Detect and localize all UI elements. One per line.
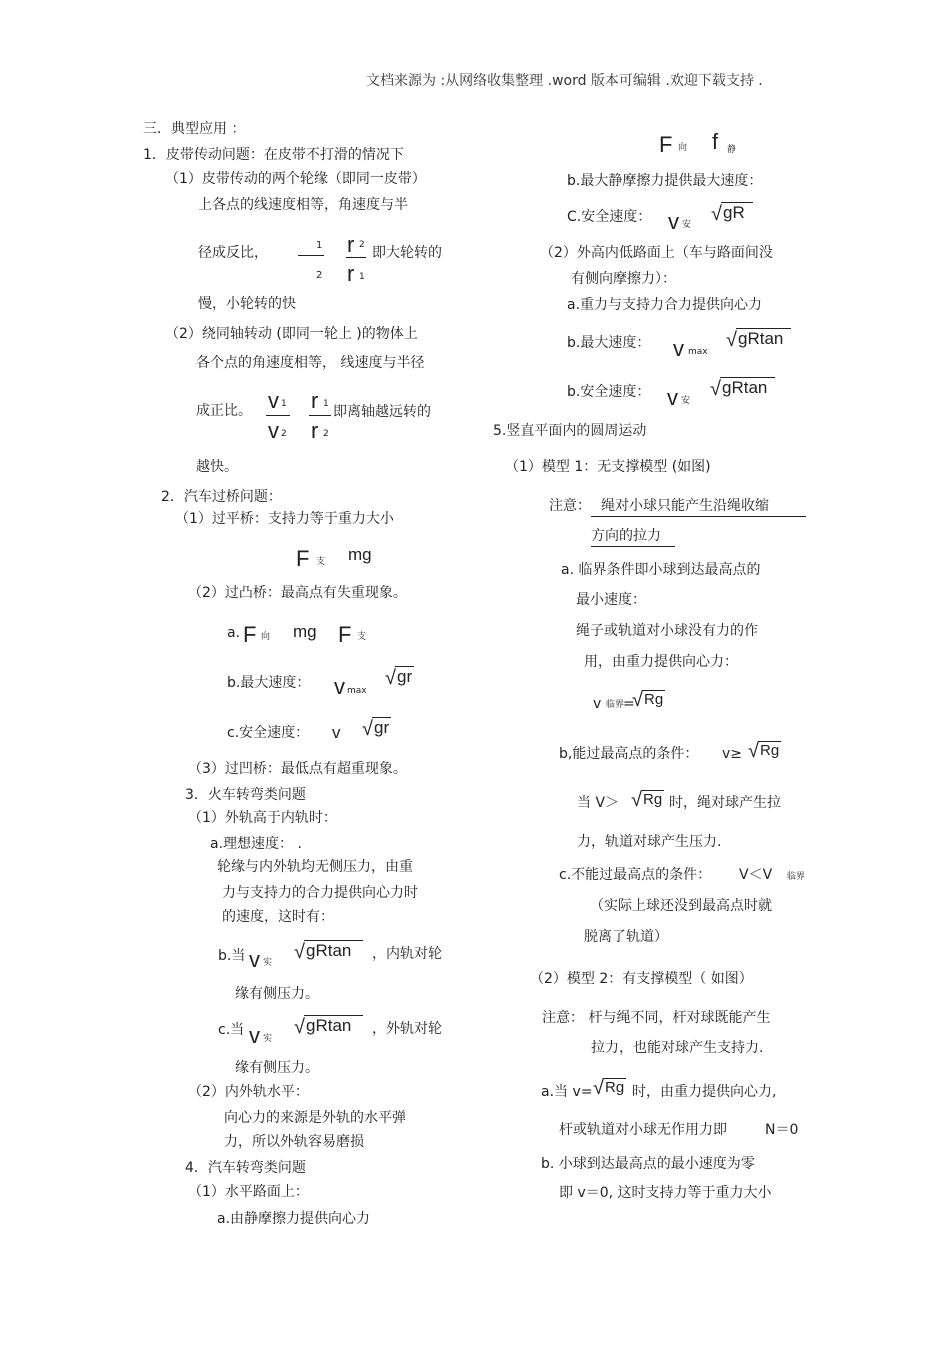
formula-text: max xyxy=(688,347,708,357)
formula-text: r xyxy=(311,418,319,443)
formula-text: = xyxy=(623,696,635,712)
formula-text: v xyxy=(673,336,684,361)
page-header: 文档来源为 :从网络收集整理 .word 版本可编辑 .欢迎下载支持 . xyxy=(366,73,763,89)
text-line: 当 V＞ xyxy=(577,795,620,811)
text-line: b,能过最高点的条件： xyxy=(559,746,699,762)
sqrt-expression: √gr xyxy=(362,718,390,740)
formula-text: r xyxy=(311,388,319,413)
text-line: 最小速度： xyxy=(576,592,646,608)
text-line: 力，所以外轨容易磨损 xyxy=(224,1134,364,1150)
radicand: gr xyxy=(373,718,390,737)
formula-text: v xyxy=(334,674,345,699)
text-line: 轮缘与内外轨均无侧压力，由重 xyxy=(217,859,413,875)
text-line: ，内轨对轮 xyxy=(372,946,442,962)
text-line: 绳对小球只能产生沿绳收缩 xyxy=(601,498,769,514)
formula-text: v xyxy=(668,209,679,234)
text-line: 成正比。 xyxy=(196,403,252,419)
formula-text: v xyxy=(249,947,260,972)
sqrt-expression: √Rg xyxy=(631,789,663,811)
formula-text: v≥ xyxy=(722,746,743,762)
formula-text: v xyxy=(268,418,279,443)
formula-text: max xyxy=(347,686,367,696)
text-line: 用，由重力提供向心力： xyxy=(584,654,738,670)
formula-text: f xyxy=(712,129,719,154)
text-line: 5.竖直平面内的圆周运动 xyxy=(493,423,647,439)
text-line: c.安全速度： xyxy=(227,725,310,741)
text-line: a.由静摩擦力提供向心力 xyxy=(217,1211,371,1227)
radicand: Rg xyxy=(642,791,663,808)
text-line: 拉力，也能对球产生支持力. xyxy=(591,1040,764,1056)
sqrt-expression: √gRtan xyxy=(726,328,791,352)
sqrt-expression: √Rg xyxy=(593,1077,625,1099)
text-line: 即离轴越远转的 xyxy=(333,404,431,420)
text-line: b.最大速度： xyxy=(227,675,311,691)
text-line: b.最大静摩擦力提供最大速度： xyxy=(567,173,763,189)
text-line: 向心力的来源是外轨的水平弹 xyxy=(224,1110,406,1126)
underline xyxy=(591,546,675,547)
formula-text: N＝0 xyxy=(765,1122,799,1138)
formula-text: F xyxy=(243,622,257,647)
sqrt-expression: √gr xyxy=(385,667,413,689)
radicand: Rg xyxy=(643,691,664,708)
text-line: 径成反比， xyxy=(198,245,268,261)
formula-text: mg xyxy=(348,545,372,564)
formula-text: v xyxy=(593,696,602,712)
text-line: 脱离了轨道） xyxy=(584,929,668,945)
text-line: 杆或轨道对小球无作用力即 xyxy=(559,1122,727,1138)
formula-text: 静 xyxy=(727,145,737,155)
formula-text: 临界 xyxy=(606,700,625,710)
formula-text: mg xyxy=(293,622,317,641)
fraction-bar xyxy=(298,255,324,256)
text-line: （1）外轨高于内轨时： xyxy=(188,810,337,826)
text-line: 力，轨道对球产生压力. xyxy=(577,834,722,850)
text-line: （3）过凹桥：最低点有超重现象。 xyxy=(188,761,407,777)
text-line: 注意： xyxy=(549,498,591,514)
text-line: a. 临界条件即小球到达最高点的 xyxy=(561,562,761,578)
formula-text: 安 xyxy=(682,220,692,230)
formula-text: F xyxy=(296,546,310,571)
text-line: 4．汽车转弯类问题 xyxy=(185,1160,306,1176)
formula-text: 2 xyxy=(323,429,329,439)
text-line: （2）绕同轴转动 (即同一轮上 )的物体上 xyxy=(165,326,418,342)
section-title: 三．典型应用 ： xyxy=(143,121,246,137)
formula-text: 安 xyxy=(681,396,691,406)
formula-text: v xyxy=(332,723,341,742)
formula-text: 向 xyxy=(678,143,688,153)
formula-text: V＜V xyxy=(739,867,773,883)
text-line: C.安全速度： xyxy=(567,209,652,225)
text-line: （1）模型 1：无支撑模型 (如图) xyxy=(505,459,711,475)
formula-text: r xyxy=(347,261,355,286)
text-line: a.重力与支持力合力提供向心力 xyxy=(567,297,763,313)
text-line: （实际上球还没到最高点时就 xyxy=(590,898,772,914)
formula-text: v xyxy=(667,385,678,410)
underline xyxy=(591,516,806,517)
sqrt-expression: √Rg xyxy=(748,740,780,762)
text-line: c.当 xyxy=(218,1022,245,1038)
fraction-bar xyxy=(266,415,290,416)
formula-text: 支 xyxy=(316,557,326,567)
formula-text: 2 xyxy=(359,240,365,250)
formula-text: F xyxy=(338,622,352,647)
text-line: c.不能过最高点的条件： xyxy=(559,867,712,883)
text-line: （1）水平路面上： xyxy=(188,1184,309,1200)
text-line: （1）过平桥：支持力等于重力大小 xyxy=(175,511,394,527)
text-line: 上各点的线速度相等，角速度与半 xyxy=(198,197,408,213)
text-line: 力与支持力的合力提供向心力时 xyxy=(222,885,418,901)
text-line: a. xyxy=(227,625,241,641)
sqrt-expression: √gR xyxy=(711,202,753,226)
text-line: （2）外高内低路面上（车与路面间没 xyxy=(540,245,773,261)
text-line: 各个点的角速度相等， 线速度与半径 xyxy=(196,355,425,371)
text-line: 时，绳对球产生拉 xyxy=(669,795,781,811)
text-line: 有侧向摩擦力）： xyxy=(571,271,676,287)
text-line: 时，由重力提供向心力, xyxy=(632,1084,777,1100)
sqrt-expression: √Rg xyxy=(632,689,664,711)
text-line: 缘有侧压力。 xyxy=(235,1060,319,1076)
text-line: b.当 xyxy=(218,948,246,964)
formula-text: 实 xyxy=(263,1034,273,1044)
text-line: b. 小球到达最高点的最小速度为零 xyxy=(541,1156,755,1172)
formula-text: F xyxy=(659,132,673,157)
radicand: gR xyxy=(721,202,753,223)
formula-text: 实 xyxy=(263,958,273,968)
formula-text: 2 xyxy=(281,429,287,439)
formula-text: 1 xyxy=(323,399,329,409)
radicand: gRtan xyxy=(736,328,791,349)
text-line: 1．皮带传动问题：在皮带不打滑的情况下 xyxy=(143,147,404,163)
text-line: 慢，小轮转的快 xyxy=(198,296,296,312)
formula-text: 2 xyxy=(316,270,323,281)
fraction-bar xyxy=(309,415,331,416)
text-line: 2．汽车过桥问题： xyxy=(161,489,282,505)
text-line: 缘有侧压力。 xyxy=(235,986,319,1002)
sqrt-expression: √gRtan xyxy=(294,940,363,964)
formula-text: r xyxy=(347,232,355,257)
formula-text: 1 xyxy=(359,272,365,282)
radicand: gRtan xyxy=(720,377,775,398)
text-line: 即 v＝0, 这时支持力等于重力大小 xyxy=(559,1185,772,1201)
text-line: 即大轮转的 xyxy=(372,245,442,261)
text-line: b.最大速度： xyxy=(567,335,651,351)
sqrt-expression: √gRtan xyxy=(710,377,775,401)
text-line: 方向的拉力 xyxy=(591,528,661,544)
text-line: （2）过凸桥：最高点有失重现象。 xyxy=(188,585,407,601)
text-line: 绳子或轨道对小球没有力的作 xyxy=(576,623,758,639)
text-line: 的速度，这时有： xyxy=(222,909,334,925)
text-line: 越快。 xyxy=(196,459,238,475)
formula-text: 向 xyxy=(261,632,271,642)
text-line: （1）皮带传动的两个轮缘（即同一皮带） xyxy=(165,171,426,187)
fraction-bar xyxy=(346,257,366,258)
text-line: a.理想速度： . xyxy=(210,836,302,852)
text-line: （2）内外轨水平： xyxy=(188,1084,309,1100)
sqrt-expression: √gRtan xyxy=(294,1015,363,1039)
text-line: b.安全速度： xyxy=(567,384,651,400)
text-line: ，外轨对轮 xyxy=(372,1021,442,1037)
text-line: （2）模型 2：有支撑模型（ 如图） xyxy=(530,971,753,987)
radicand: gr xyxy=(396,667,413,686)
formula-text: v xyxy=(268,388,279,413)
radicand: Rg xyxy=(759,742,780,759)
text-line: 3．火车转弯类问题 xyxy=(185,787,306,803)
formula-text: 支 xyxy=(357,632,367,642)
formula-text: v xyxy=(249,1023,260,1048)
formula-text: 1 xyxy=(316,240,323,251)
formula-text: 临界 xyxy=(787,872,806,882)
text-line: a.当 v= xyxy=(541,1084,593,1100)
radicand: gRtan xyxy=(304,1015,363,1036)
text-line: 注意： 杆与绳不同，杆对球既能产生 xyxy=(542,1010,771,1026)
radicand: gRtan xyxy=(304,940,363,961)
radicand: Rg xyxy=(604,1079,625,1096)
formula-text: 1 xyxy=(281,399,287,409)
